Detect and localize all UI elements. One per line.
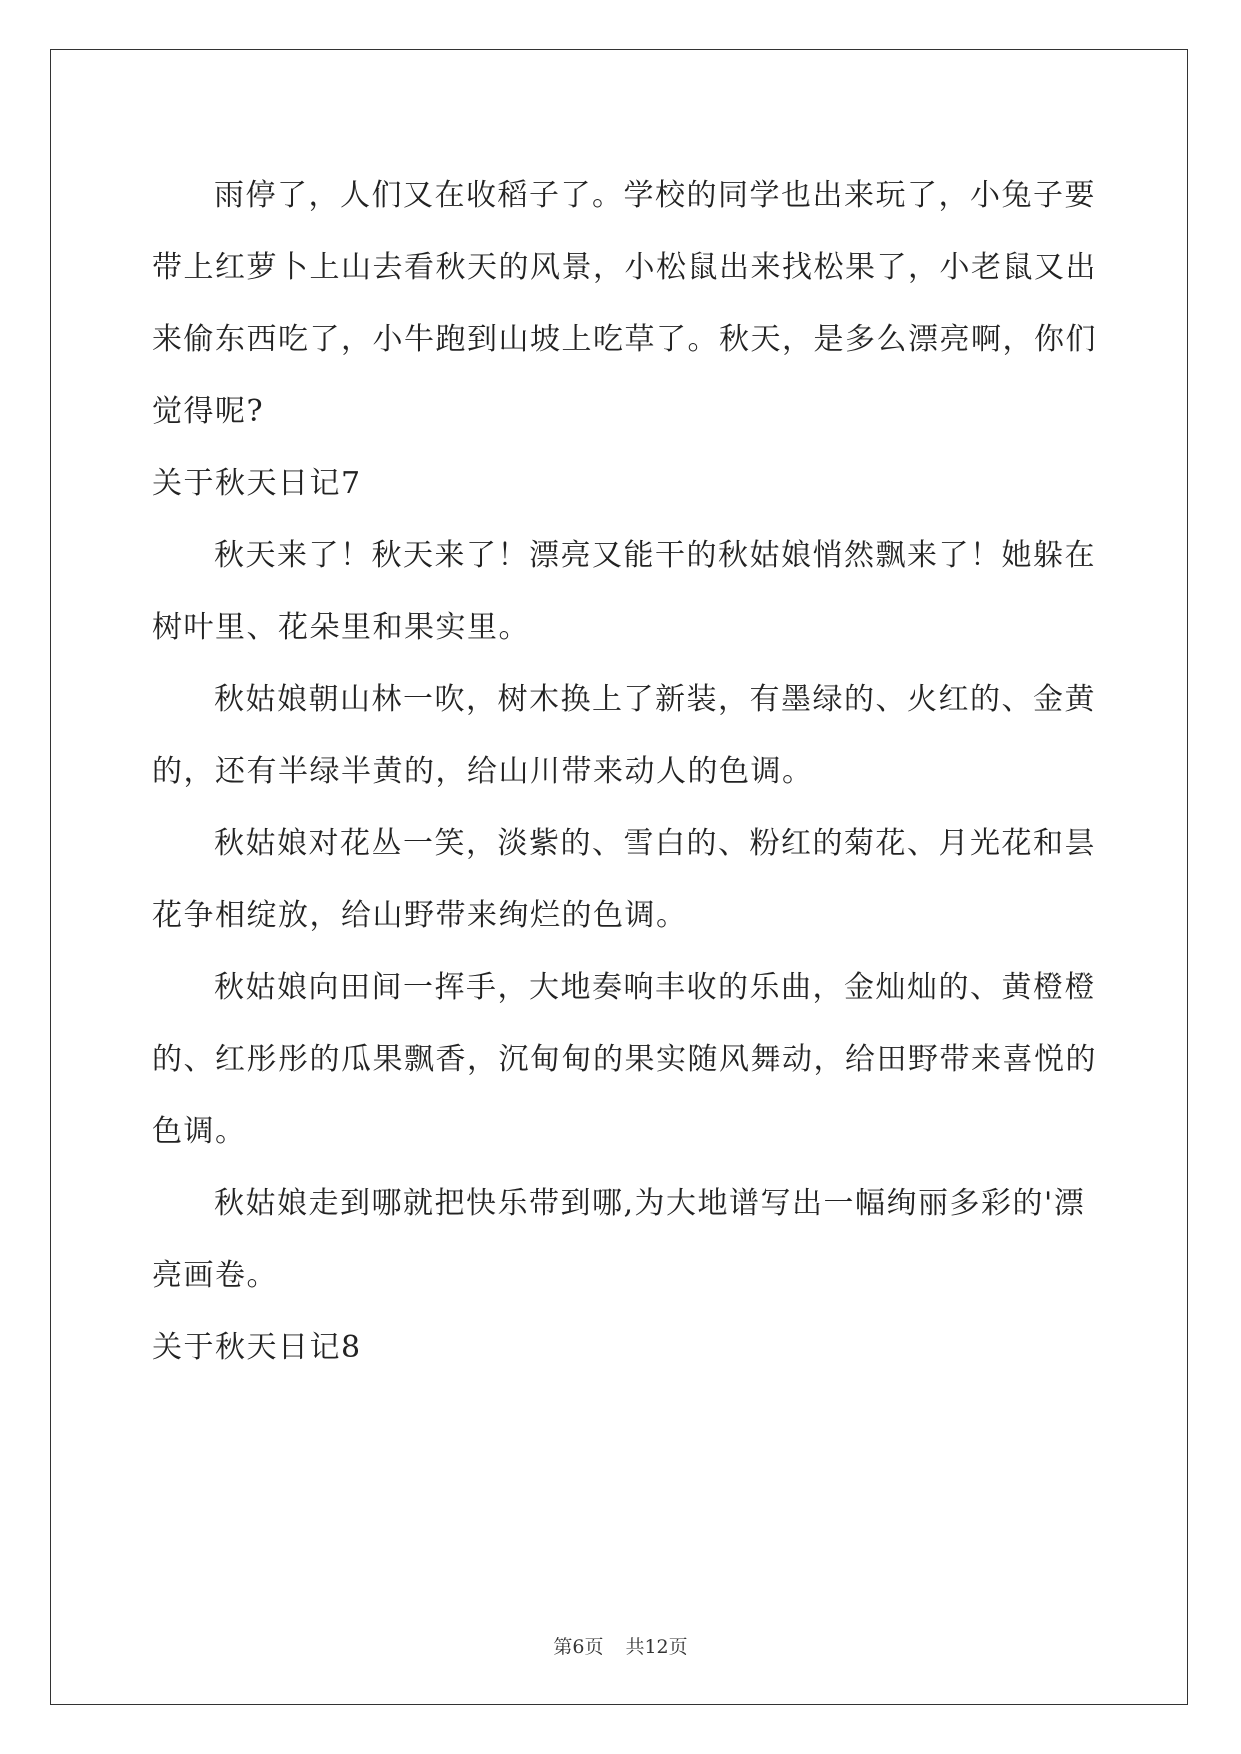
text-line: 的，还有半绿半黄的，给山川带来动人的色调。 — [152, 754, 814, 789]
text-line: 来偷东西吃了，小牛跑到山坡上吃草了。秋天，是多么漂亮啊，你们 — [152, 322, 1097, 357]
paragraph — [152, 520, 1096, 664]
heading-text: 关于秋天日记8 — [152, 1330, 362, 1365]
text-line: 觉得呢? — [152, 394, 265, 429]
document-body — [152, 160, 1097, 1384]
text-line: 树叶里、花朵里和果实里。 — [152, 610, 530, 645]
paragraph — [152, 664, 1096, 808]
paragraph — [152, 808, 1096, 952]
text-line: 带上红萝卜上山去看秋天的风景，小松鼠出来找松果了，小老鼠又出 — [152, 250, 1097, 285]
page-total: 共12页 — [625, 1636, 688, 1658]
text-line: 色调。 — [152, 1114, 247, 1149]
section-heading — [152, 1312, 1086, 1384]
text-line: 的、红彤彤的瓜果飘香，沉甸甸的果实随风舞动，给田野带来喜悦的 — [152, 1042, 1097, 1077]
heading-text: 关于秋天日记7 — [152, 466, 362, 501]
page-footer — [0, 1632, 1241, 1659]
text-line: 花争相绽放，给山野带来绚烂的色调。 — [152, 898, 688, 933]
text-line: 雨停了，人们又在收稻子了。学校的同学也出来玩了，小兔子要 — [214, 178, 1096, 213]
paragraph — [152, 1168, 1086, 1312]
section-heading — [152, 448, 1086, 520]
paragraph — [152, 952, 1097, 1168]
text-line: 秋天来了！秋天来了！漂亮又能干的秋姑娘悄然飘来了！她躲在 — [214, 538, 1096, 573]
text-line: 秋姑娘对花丛一笑，淡紫的、雪白的、粉红的菊花、月光花和昙 — [214, 826, 1096, 861]
text-line: 秋姑娘向田间一挥手，大地奏响丰收的乐曲，金灿灿的、黄橙橙 — [214, 970, 1096, 1005]
text-line: 秋姑娘朝山林一吹，树木换上了新装，有墨绿的、火红的、金黄 — [214, 682, 1096, 717]
text-line: 秋姑娘走到哪就把快乐带到哪,为大地谱写出一幅绚丽多彩的'漂 — [214, 1186, 1086, 1221]
page-number: 第6页 — [553, 1636, 604, 1658]
paragraph — [152, 160, 1097, 448]
text-line: 亮画卷。 — [152, 1258, 278, 1293]
